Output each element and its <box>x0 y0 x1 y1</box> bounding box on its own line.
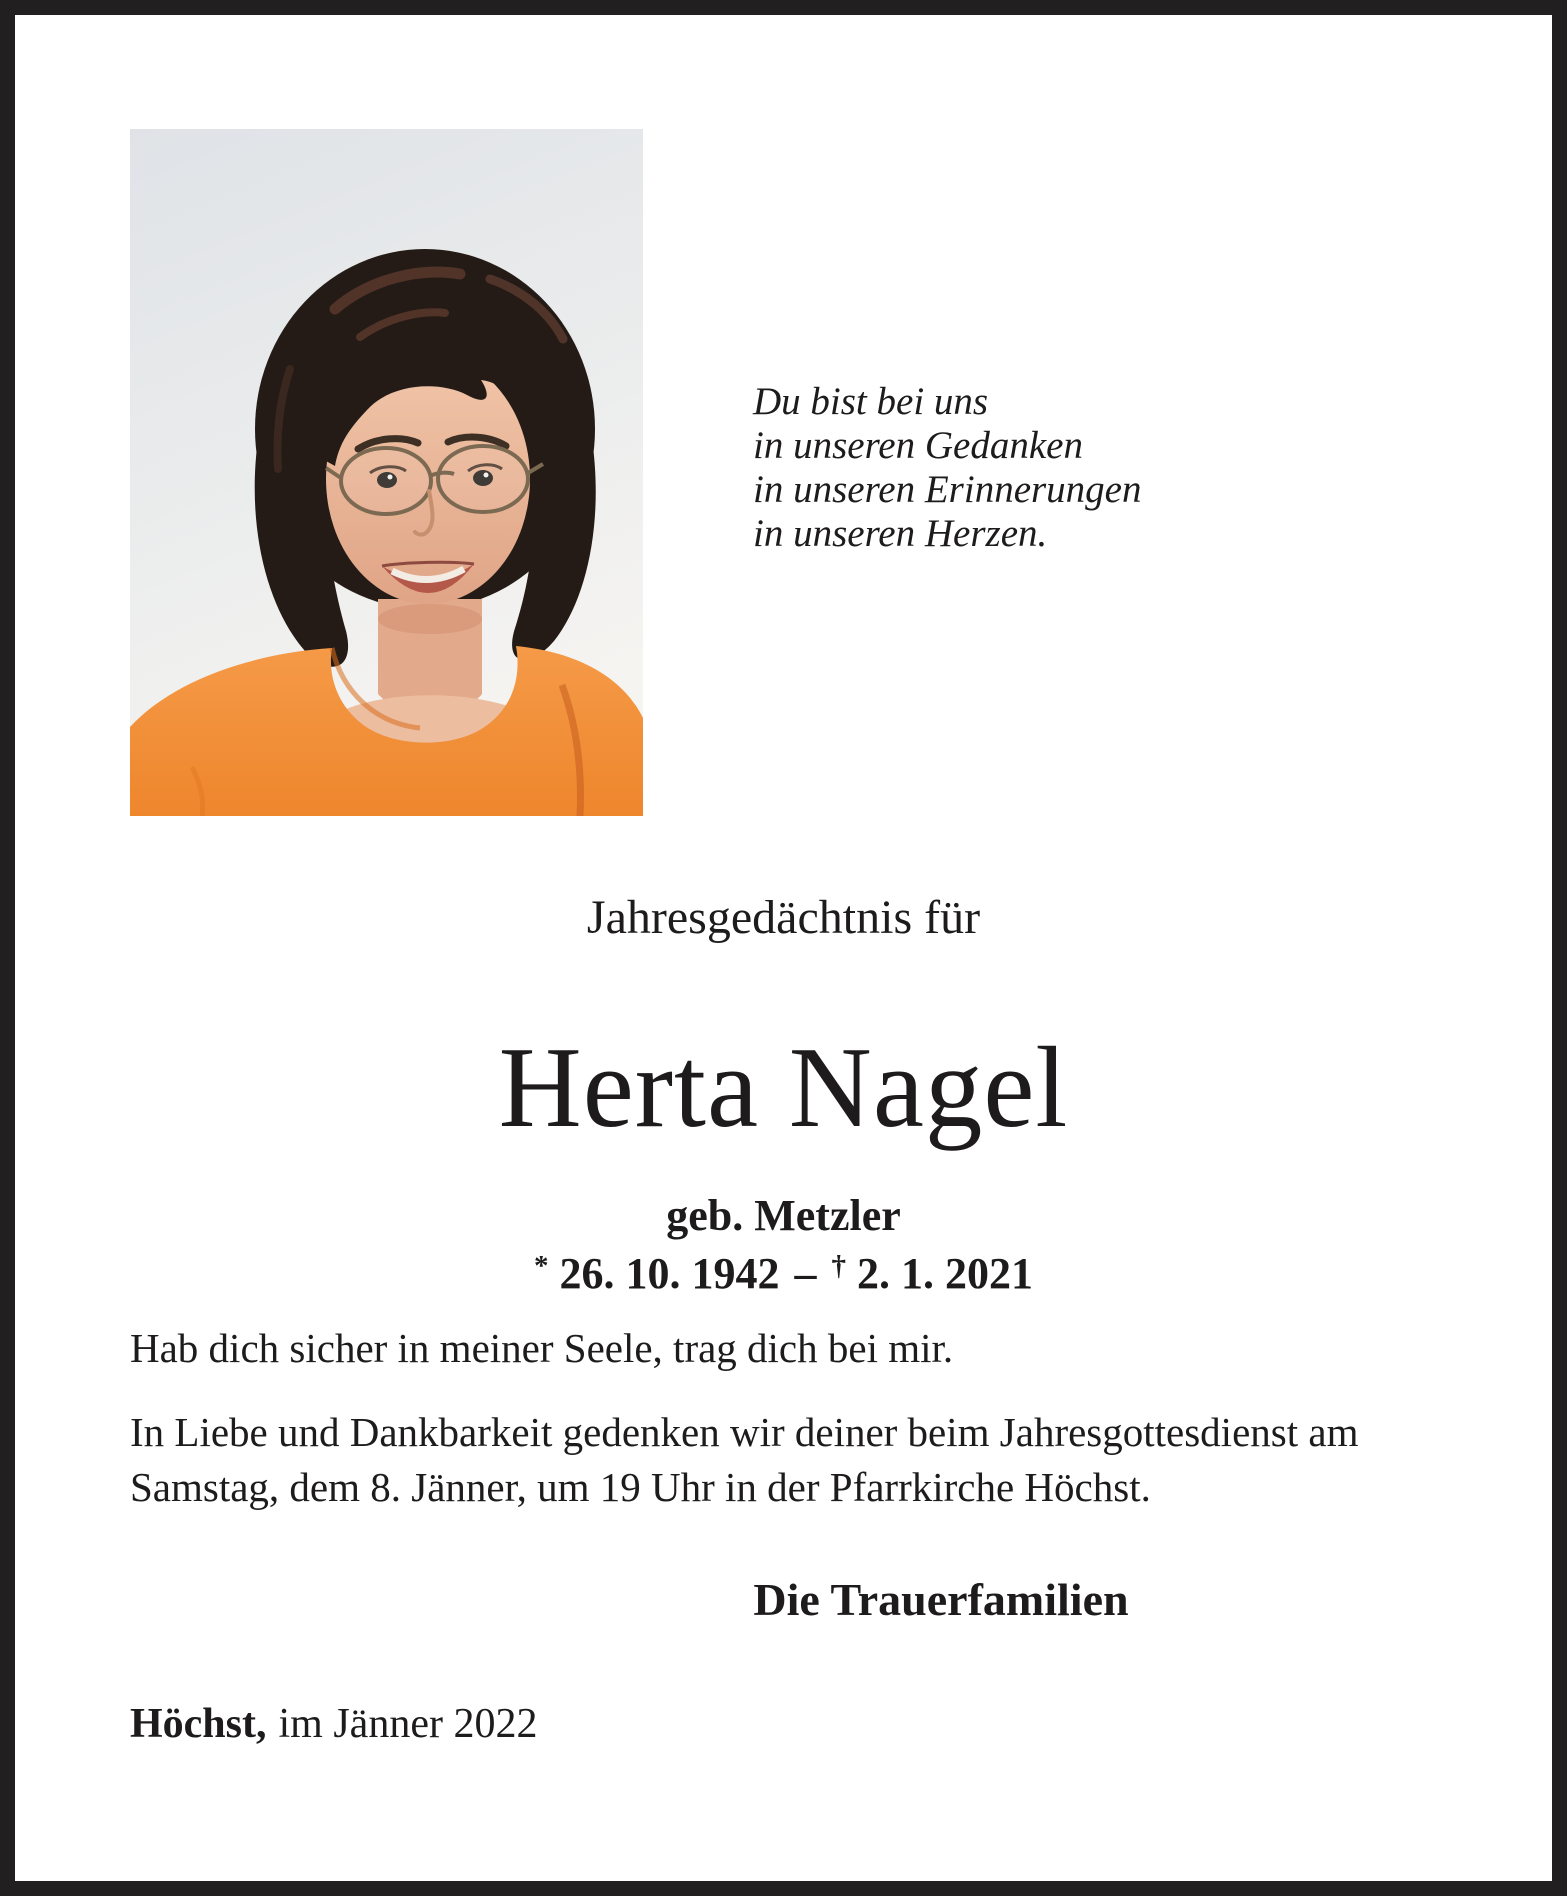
closing-place: Höchst, <box>130 1701 267 1747</box>
announcement-line: Samstag, dem 8. Jänner, um 19 Uhr in der Pfarrkirche Höchst. <box>130 1464 1151 1510</box>
death-cross-symbol: † <box>831 1250 847 1282</box>
memorial-poem <box>753 380 1142 556</box>
deceased-name: Herta Nagel <box>498 1024 1069 1151</box>
death-date: 2. 1. 2021 <box>857 1249 1034 1299</box>
poem-line: Du bist bei uns <box>753 380 989 423</box>
poem-line: in unseren Gedanken <box>753 424 1083 467</box>
closing-date: im Jänner 2022 <box>278 1701 538 1747</box>
portrait-photo <box>130 129 643 816</box>
portrait-illustration <box>130 129 643 816</box>
poem-line: in unseren Erinnerungen <box>753 468 1142 511</box>
announcement-line: In Liebe und Dankbarkeit gedenken wir deiner beim Jahresgottesdienst am <box>130 1409 1359 1455</box>
date-separator: – <box>794 1249 817 1299</box>
poem-line: in unseren Herzen. <box>753 512 1048 555</box>
chin-shadow <box>378 604 482 634</box>
birth-date: 26. 10. 1942 <box>559 1249 780 1299</box>
maiden-name: geb. Metzler <box>666 1191 901 1240</box>
mourning-family-signature: Die Trauerfamilien <box>753 1574 1129 1625</box>
birth-star-symbol: * <box>533 1250 549 1282</box>
life-dates <box>0 1241 1567 1299</box>
memorial-title: Jahresgedächtnis für <box>586 891 981 944</box>
announcement-text <box>130 1405 1358 1515</box>
quote-line: Hab dich sicher in meiner Seele, trag dich bei mir. <box>130 1325 954 1371</box>
closing-line <box>130 1699 537 1749</box>
